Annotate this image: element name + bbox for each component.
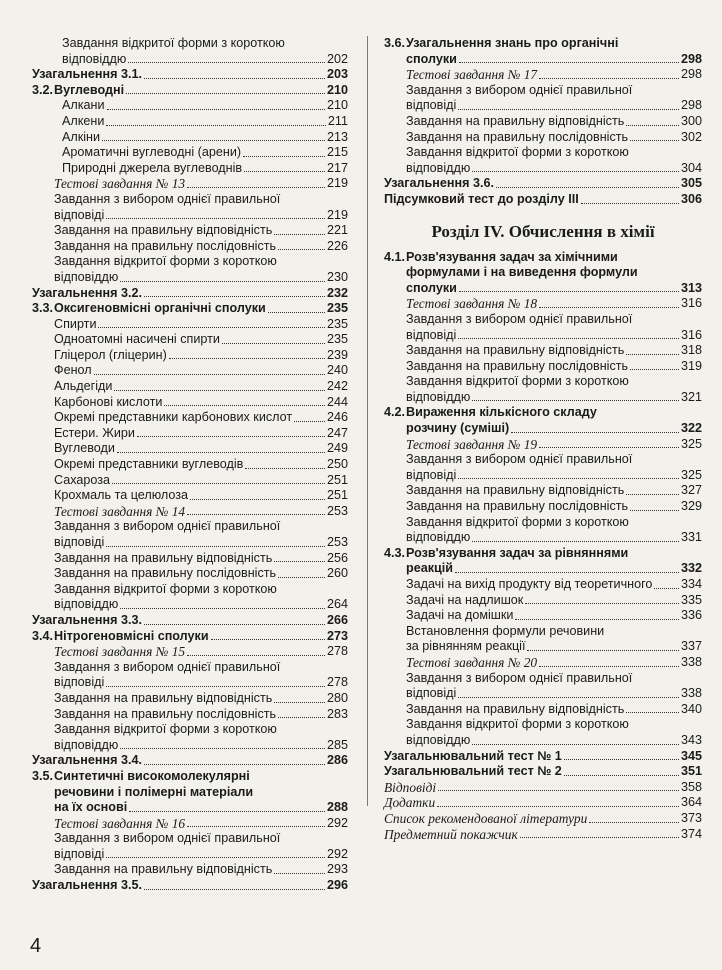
toc-page-number: 264	[326, 597, 348, 612]
toc-entry-title-cont: відповіддю	[406, 732, 471, 747]
toc-section-4-1	[384, 250, 702, 297]
toc-entry-title: Альдегіди	[54, 379, 113, 394]
toc-page-number: 331	[680, 530, 702, 545]
toc-entry	[32, 379, 348, 395]
toc-entry-title: Узагальнення 3.6.	[384, 176, 494, 191]
toc-summary-entry	[32, 878, 348, 894]
toc-page-number: 316	[680, 327, 702, 342]
toc-entry	[32, 98, 348, 114]
toc-page-number: 364	[680, 795, 702, 810]
toc-entry-title-cont: відповіддю	[406, 160, 471, 175]
toc-entry-title: Додатки	[384, 795, 436, 811]
toc-page-number: 340	[680, 701, 702, 716]
toc-page-number: 298	[680, 98, 702, 113]
toc-page-number: 253	[326, 535, 348, 549]
toc-summary-entry	[32, 286, 348, 302]
toc-entry	[32, 239, 348, 255]
toc-entry	[32, 363, 348, 379]
toc-page-number: 373	[680, 810, 702, 825]
toc-page-number: 253	[326, 503, 348, 518]
toc-summary-entry	[384, 192, 702, 208]
toc-page-number: 298	[680, 51, 702, 66]
toc-entry	[32, 457, 348, 473]
toc-entry-title-cont: відповіді	[54, 207, 105, 222]
toc-entry-title: Спирти	[54, 316, 97, 331]
toc-entry-title: Завдання на правильну послідовність	[406, 129, 629, 144]
toc-page-number: 235	[326, 301, 348, 316]
toc-page-number: 351	[680, 764, 702, 779]
toc-section-3-4	[32, 629, 348, 645]
toc-entry-title: Тестові завдання № 18	[406, 296, 538, 312]
toc-entry-title: Завдання на правильну послідовність	[54, 566, 277, 581]
toc-backmatter-entry	[384, 827, 702, 843]
toc-page-number: 288	[326, 800, 348, 815]
toc-entry-title: Тестові завдання № 20	[406, 654, 538, 670]
section-number: 3.5.	[32, 768, 54, 783]
toc-entry-title: Завдання на правильну відповідність	[54, 550, 273, 565]
toc-page-number: 202	[326, 51, 348, 66]
toc-entry-title: Узагальнювальний тест № 1	[384, 748, 562, 763]
toc-entry-title: Узагальнення 3.1.	[32, 67, 142, 82]
toc-entry-title: Узагальнювальний тест № 2	[384, 764, 562, 779]
section-number: 3.4.	[32, 628, 54, 643]
toc-page-number: 327	[680, 483, 702, 498]
toc-page-number: 278	[326, 675, 348, 690]
toc-page-number: 213	[326, 129, 348, 144]
toc-entry-title: Окремі представники вуглеводів	[54, 457, 244, 472]
toc-entry	[384, 702, 702, 718]
toc-entry-title: Тестові завдання № 16	[54, 815, 186, 831]
section-title-cont: речовини і полімерні матеріали	[54, 784, 254, 799]
toc-entry-title-cont: відповіді	[54, 846, 105, 861]
toc-entry-title: Завдання відкритої форми з короткою	[62, 36, 285, 50]
toc-entry	[32, 223, 348, 239]
toc-entry	[384, 483, 702, 499]
page-number: 4	[30, 935, 42, 957]
toc-entry-title: Завдання відкритої форми з короткою	[406, 717, 629, 732]
toc-entry	[384, 343, 702, 359]
toc-summary-entry	[32, 753, 348, 769]
toc-entry-title: Підсумковий тест до розділу III	[384, 191, 579, 206]
toc-entry-title: Естери. Жири	[54, 425, 135, 440]
section-number: 4.3.	[384, 545, 406, 560]
toc-page-number: 329	[680, 499, 702, 514]
toc-entry-title: Алкени	[62, 113, 105, 128]
toc-test-entry	[384, 437, 702, 453]
toc-entry	[384, 671, 702, 702]
toc-page-number: 336	[680, 608, 702, 623]
toc-page-number: 318	[680, 343, 702, 358]
toc-entry	[384, 452, 702, 483]
section-title-cont: формулами і на виведення формули	[406, 265, 638, 280]
toc-section-4-3	[384, 546, 702, 577]
toc-entry-title: Завдання на правильну відповідність	[406, 483, 625, 498]
toc-summary-entry	[32, 67, 348, 83]
toc-entry-title: Гліцерол (гліцерин)	[54, 347, 167, 362]
toc-entry	[384, 608, 702, 624]
toc-entry-title-cont: відповіді	[54, 675, 105, 690]
toc-page-number: 325	[680, 467, 702, 482]
toc-entry	[384, 114, 702, 130]
toc-test-entry	[384, 296, 702, 312]
toc-entry-title: Завдання з вибором однієї правильної	[406, 311, 633, 326]
toc-entry-title-cont: відповіддю	[54, 597, 119, 612]
toc-entry-title: Завдання відкритої форми з короткою	[406, 145, 629, 160]
toc-page-number: 251	[326, 488, 348, 503]
toc-page-number: 285	[326, 737, 348, 752]
toc-page-number: 211	[327, 113, 348, 128]
toc-entry-title: Список рекомендованої літератури	[384, 810, 588, 826]
toc-entry-title: Завдання відкритої форми з короткою	[406, 374, 629, 389]
section-number: 3.2.	[32, 82, 54, 97]
toc-page-number: 219	[326, 207, 348, 222]
toc-page-number: 249	[326, 441, 348, 456]
toc-page-number: 247	[326, 425, 348, 440]
toc-entry-title-cont: відповіді	[406, 467, 457, 482]
toc-section-3-5	[32, 769, 348, 816]
toc-entry-title: Алкани	[62, 98, 105, 113]
toc-entry-title: Узагальнення 3.4.	[32, 753, 142, 768]
toc-entry-title-cont: відповіді	[406, 98, 457, 113]
toc-section-3-6	[384, 36, 702, 67]
toc-entry-title: Завдання на правильну відповідність	[54, 223, 273, 238]
toc-page-number: 266	[326, 612, 348, 627]
toc-page-number: 232	[326, 285, 348, 300]
toc-entry	[384, 359, 702, 375]
toc-page-number: 345	[680, 748, 702, 763]
toc-page-number: 251	[326, 472, 348, 487]
toc-page-number: 215	[326, 145, 348, 160]
toc-page-number: 325	[680, 436, 702, 451]
toc-summary-entry	[384, 176, 702, 192]
toc-backmatter-entry	[384, 780, 702, 796]
toc-page-number: 302	[680, 129, 702, 144]
toc-entry-title-cont: відповіді	[54, 535, 105, 549]
toc-page-number: 319	[680, 358, 702, 373]
toc-entry	[32, 862, 348, 878]
toc-entry	[32, 707, 348, 723]
toc-page-number: 219	[326, 176, 348, 191]
toc-entry	[32, 831, 348, 862]
toc-entry-title: Узагальнення 3.3.	[32, 612, 142, 627]
toc-entry-title: Окремі представники карбонових кислот	[54, 410, 293, 425]
toc-entry-title: Завдання на правильну відповідність	[406, 343, 625, 358]
toc-entry	[384, 312, 702, 343]
toc-entry-title: Предметний покажчик	[384, 826, 518, 842]
toc-entry	[32, 441, 348, 457]
toc-page-number: 306	[680, 191, 702, 206]
toc-entry-title: Завдання на правильну послідовність	[54, 238, 277, 253]
toc-page-number: 337	[680, 639, 702, 654]
toc-page-number: 240	[326, 363, 348, 378]
toc-entry-title: Завдання на правильну послідовність	[406, 499, 629, 514]
toc-entry	[384, 515, 702, 546]
toc-page-number: 374	[680, 826, 702, 841]
toc-entry-title: Завдання з вибором однієї правильної	[406, 670, 633, 685]
toc-entry	[384, 130, 702, 146]
toc-entry-title: Завдання з вибором однієї правильної	[406, 82, 633, 97]
toc-left-column	[32, 36, 348, 894]
toc-entry-title: Завдання на правильну відповідність	[54, 862, 273, 877]
toc-entry-title-cont: відповіддю	[54, 269, 119, 284]
toc-entry	[32, 722, 348, 753]
toc-summary-entry	[384, 749, 702, 765]
section-title: Вираження кількісного складу	[406, 405, 597, 420]
toc-test-entry	[32, 504, 348, 520]
toc-entry	[32, 114, 348, 130]
toc-page-number: 235	[326, 332, 348, 347]
toc-entry	[384, 624, 702, 655]
toc-page-number: 292	[326, 846, 348, 861]
toc-entry	[32, 410, 348, 426]
toc-page-number: 203	[326, 67, 348, 82]
toc-test-entry	[32, 644, 348, 660]
toc-entry	[32, 317, 348, 333]
toc-entry-title: Відповіді	[384, 779, 437, 795]
toc-entry	[32, 36, 348, 67]
section-title: Розв'язування задач за хімічними	[406, 249, 618, 264]
toc-entry	[384, 717, 702, 748]
section-number: 3.3.	[32, 301, 54, 316]
toc-entry	[384, 499, 702, 515]
toc-page-number: 321	[680, 389, 702, 404]
toc-backmatter-entry	[384, 811, 702, 827]
toc-page-number: 226	[326, 238, 348, 253]
toc-section-3-2	[32, 83, 348, 99]
toc-page-number: 283	[326, 706, 348, 721]
section-number: 3.6.	[384, 36, 406, 50]
toc-page-number: 296	[326, 878, 348, 893]
toc-entry	[32, 192, 348, 223]
section-title: Розв'язування задач за рівняннями	[406, 545, 629, 560]
toc-entry-title: Узагальнення 3.5.	[32, 878, 142, 893]
toc-page-number: 338	[680, 654, 702, 669]
toc-page-number: 242	[326, 379, 348, 394]
toc-page-number: 298	[680, 67, 702, 82]
toc-page-number: 358	[680, 779, 702, 794]
toc-page-number: 316	[680, 296, 702, 311]
toc-page-number: 280	[326, 690, 348, 705]
toc-page-number: 230	[326, 269, 348, 284]
toc-page-number: 210	[326, 82, 348, 97]
toc-backmatter-entry	[384, 795, 702, 811]
toc-page-number: 235	[326, 316, 348, 331]
toc-entry	[32, 473, 348, 489]
toc-entry-title: Сахароза	[54, 472, 111, 487]
toc-right-column	[384, 36, 702, 842]
toc-page-number: 217	[326, 160, 348, 175]
toc-page-number: 221	[326, 223, 348, 238]
toc-test-entry	[32, 816, 348, 832]
toc-page-number: 256	[326, 550, 348, 565]
toc-entry-title: Встановлення формули речовини	[406, 623, 605, 638]
toc-entry	[384, 593, 702, 609]
toc-entry-title-cont: відповіддю	[54, 737, 119, 752]
toc-entry-title: Задачі на домішки	[406, 608, 514, 623]
toc-page-number: 292	[326, 815, 348, 830]
toc-test-entry	[384, 655, 702, 671]
toc-section-4-2	[384, 405, 702, 436]
toc-page-number: 244	[326, 394, 348, 409]
toc-summary-entry	[32, 613, 348, 629]
toc-page-number: 335	[680, 592, 702, 607]
toc-entry-title: Завдання на правильну послідовність	[406, 358, 629, 373]
toc-entry	[32, 332, 348, 348]
toc-page-number: 293	[326, 862, 348, 877]
toc-entry	[32, 254, 348, 285]
toc-page-number: 332	[680, 561, 702, 576]
section-title-cont: сполуки	[406, 51, 457, 66]
toc-page-number: 278	[326, 644, 348, 659]
toc-page-number: 300	[680, 113, 702, 128]
section-title-cont: сполуки	[406, 280, 457, 295]
toc-entry-title: Завдання на правильну послідовність	[54, 706, 277, 721]
toc-entry-title: Завдання з вибором однієї правильної	[54, 831, 281, 846]
toc-page-number: 343	[680, 732, 702, 747]
toc-page-number: 322	[680, 421, 702, 436]
toc-entry-title: Завдання з вибором однієї правильної	[406, 452, 633, 467]
part-title: Розділ IV. Обчислення в хімії	[431, 221, 655, 241]
toc-page-number: 239	[326, 347, 348, 362]
toc-page-number: 260	[326, 566, 348, 581]
toc-entry-title: Крохмаль та целюлоза	[54, 488, 189, 503]
toc-entry-title-cont: відповіді	[406, 686, 457, 701]
section-title: Вуглеводні	[54, 82, 125, 97]
toc-entry	[32, 426, 348, 442]
toc-entry-title: Тестові завдання № 14	[54, 503, 186, 519]
toc-entry-title: Задачі на надлишок	[406, 592, 524, 607]
toc-test-entry	[32, 176, 348, 192]
section-title-cont: розчину (суміші)	[406, 421, 510, 436]
toc-summary-entry	[384, 764, 702, 780]
toc-entry-title: Завдання на правильну відповідність	[406, 701, 625, 716]
toc-page-number: 286	[326, 753, 348, 768]
toc-entry-title-cont: за рівнянням реакції	[406, 639, 526, 654]
toc-entry	[32, 691, 348, 707]
toc-section-3-3	[32, 301, 348, 317]
toc-page-number: 304	[680, 160, 702, 175]
toc-page-number: 334	[680, 577, 702, 591]
toc-entry-title: Завдання відкритої форми з короткою	[54, 581, 277, 596]
toc-entry	[32, 566, 348, 582]
toc-page-number: 305	[680, 176, 702, 191]
toc-entry	[32, 130, 348, 146]
toc-entry-title: Тестові завдання № 13	[54, 176, 186, 192]
section-number: 4.1.	[384, 249, 406, 264]
toc-entry-title: Завдання з вибором однієї правильної	[54, 519, 281, 534]
toc-page-number: 250	[326, 457, 348, 472]
toc-entry	[32, 348, 348, 364]
toc-entry-title: Вуглеводи	[54, 441, 115, 456]
toc-entry-title: Узагальнення 3.2.	[32, 285, 142, 300]
toc-entry	[384, 83, 702, 114]
toc-entry	[32, 161, 348, 177]
toc-entry-title: Фенол	[54, 363, 92, 378]
toc-entry-title: Тестові завдання № 15	[54, 644, 186, 660]
toc-entry-title: Задачі на вихід продукту від теоретичного	[406, 577, 653, 591]
toc-entry	[32, 582, 348, 613]
toc-page-number: 313	[680, 280, 702, 295]
toc-entry-title: Тестові завдання № 17	[406, 67, 538, 83]
toc-test-entry	[384, 67, 702, 83]
toc-entry-title-cont: відповіді	[406, 327, 457, 342]
toc-entry-title: Завдання відкритої форми з короткою	[54, 722, 277, 737]
section-title-cont: на їх основі	[54, 800, 128, 815]
section-title: Синтетичні високомолекулярні	[54, 768, 250, 783]
toc-entry-title: Завдання на правильну відповідність	[406, 113, 625, 128]
toc-entry-title: Ароматичні вуглеводні (арени)	[62, 145, 242, 160]
section-title-cont: реакцій	[406, 561, 453, 576]
toc-page-number: 273	[326, 628, 348, 643]
toc-page-number: 210	[326, 98, 348, 113]
section-number: 4.2.	[384, 405, 406, 420]
toc-entry	[32, 660, 348, 691]
toc-entry-title: Завдання на правильну відповідність	[54, 690, 273, 705]
toc-entry-title-cont: відповіддю	[406, 389, 471, 404]
toc-entry	[32, 145, 348, 161]
toc-entry-title: Одноатомні насичені спирти	[54, 332, 220, 347]
toc-entry	[384, 374, 702, 405]
column-divider	[367, 36, 368, 806]
toc-page-number: 338	[680, 686, 702, 701]
toc-entry-title: Природні джерела вуглеводнів	[62, 160, 243, 175]
toc-entry-title: Алкіни	[62, 129, 101, 144]
toc-entry	[32, 395, 348, 411]
toc-entry-title: Завдання з вибором однієї правильної	[54, 659, 281, 674]
toc-entry	[384, 145, 702, 176]
section-title: Оксигеновмісні органічні сполуки	[54, 301, 266, 316]
toc-entry-title: Завдання з вибором однієї правильної	[54, 191, 281, 206]
toc-entry	[384, 577, 702, 593]
toc-entry	[32, 519, 348, 550]
toc-page-number: 246	[326, 410, 348, 425]
toc-entry-title-cont: відповіддю	[62, 51, 127, 66]
toc-entry-title: Тестові завдання № 19	[406, 436, 538, 452]
toc-entry	[32, 488, 348, 504]
section-title: Узагальнення знань про органічні	[406, 36, 619, 50]
section-title: Нітрогеновмісні сполуки	[54, 628, 209, 643]
toc-entry-title: Завдання відкритої форми з короткою	[54, 254, 277, 269]
toc-entry-title: Карбонові кислоти	[54, 394, 163, 409]
toc-entry-title: Завдання відкритої форми з короткою	[406, 514, 629, 529]
toc-entry	[32, 551, 348, 567]
toc-entry-title-cont: відповіддю	[406, 530, 471, 545]
